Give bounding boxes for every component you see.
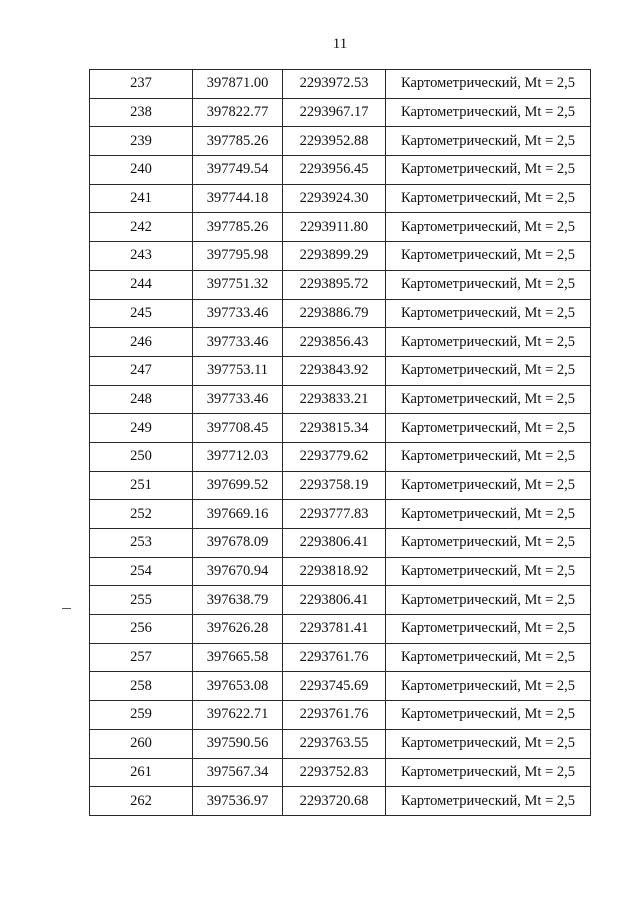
x-coordinate-cell: 397670.94 [193,557,283,586]
table-row [90,586,591,615]
method-cell: Картометрический, Mt = 2,5 [386,156,591,185]
x-coordinate-cell: 397733.46 [193,385,283,414]
x-coordinate-cell: 397744.18 [193,184,283,213]
method-cell: Картометрический, Mt = 2,5 [386,471,591,500]
x-coordinate-cell: 397708.45 [193,414,283,443]
method-cell: Картометрический, Mt = 2,5 [386,70,591,99]
point-number-cell: 248 [90,385,193,414]
table-row [90,385,591,414]
table-row [90,615,591,644]
y-coordinate-cell: 2293752.83 [283,758,386,787]
table-row [90,500,591,529]
method-cell: Картометрический, Mt = 2,5 [386,758,591,787]
x-coordinate-cell: 397536.97 [193,787,283,816]
method-cell: Картометрический, Mt = 2,5 [386,127,591,156]
y-coordinate-cell: 2293856.43 [283,328,386,357]
method-cell: Картометрический, Mt = 2,5 [386,299,591,328]
method-cell: Картометрический, Mt = 2,5 [386,385,591,414]
method-cell: Картометрический, Mt = 2,5 [386,184,591,213]
method-cell: Картометрический, Mt = 2,5 [386,672,591,701]
y-coordinate-cell: 2293745.69 [283,672,386,701]
point-number-cell: 256 [90,615,193,644]
point-number-cell: 259 [90,701,193,730]
method-cell: Картометрический, Mt = 2,5 [386,270,591,299]
table-row [90,729,591,758]
method-cell: Картометрический, Mt = 2,5 [386,213,591,242]
y-coordinate-cell: 2293895.72 [283,270,386,299]
x-coordinate-cell: 397751.32 [193,270,283,299]
point-number-cell: 251 [90,471,193,500]
table-row [90,70,591,99]
table-row [90,557,591,586]
scan-artifact-mark [62,608,71,609]
x-coordinate-cell: 397669.16 [193,500,283,529]
x-coordinate-cell: 397622.71 [193,701,283,730]
y-coordinate-cell: 2293815.34 [283,414,386,443]
method-cell: Картометрический, Mt = 2,5 [386,586,591,615]
y-coordinate-cell: 2293911.80 [283,213,386,242]
y-coordinate-cell: 2293720.68 [283,787,386,816]
method-cell: Картометрический, Mt = 2,5 [386,529,591,558]
method-cell: Картометрический, Mt = 2,5 [386,98,591,127]
point-number-cell: 242 [90,213,193,242]
point-number-cell: 246 [90,328,193,357]
y-coordinate-cell: 2293761.76 [283,643,386,672]
point-number-cell: 240 [90,156,193,185]
x-coordinate-cell: 397733.46 [193,299,283,328]
coordinates-table-body [90,70,591,816]
point-number-cell: 249 [90,414,193,443]
table-row [90,442,591,471]
x-coordinate-cell: 397699.52 [193,471,283,500]
page-number: 11 [332,36,348,52]
method-cell: Картометрический, Mt = 2,5 [386,414,591,443]
point-number-cell: 255 [90,586,193,615]
y-coordinate-cell: 2293806.41 [283,586,386,615]
method-cell: Картометрический, Mt = 2,5 [386,729,591,758]
y-coordinate-cell: 2293818.92 [283,557,386,586]
point-number-cell: 247 [90,356,193,385]
table-row [90,471,591,500]
table-row [90,242,591,271]
table-row [90,787,591,816]
method-cell: Картометрический, Mt = 2,5 [386,787,591,816]
x-coordinate-cell: 397665.58 [193,643,283,672]
method-cell: Картометрический, Mt = 2,5 [386,442,591,471]
point-number-cell: 253 [90,529,193,558]
x-coordinate-cell: 397590.56 [193,729,283,758]
x-coordinate-cell: 397567.34 [193,758,283,787]
method-cell: Картометрический, Mt = 2,5 [386,328,591,357]
x-coordinate-cell: 397822.77 [193,98,283,127]
y-coordinate-cell: 2293781.41 [283,615,386,644]
y-coordinate-cell: 2293806.41 [283,529,386,558]
x-coordinate-cell: 397626.28 [193,615,283,644]
point-number-cell: 244 [90,270,193,299]
table-row [90,299,591,328]
point-number-cell: 250 [90,442,193,471]
method-cell: Картометрический, Mt = 2,5 [386,557,591,586]
table-row [90,643,591,672]
x-coordinate-cell: 397871.00 [193,70,283,99]
table-row [90,184,591,213]
x-coordinate-cell: 397785.26 [193,127,283,156]
table-row [90,328,591,357]
table-row [90,156,591,185]
table-row [90,672,591,701]
method-cell: Картометрический, Mt = 2,5 [386,701,591,730]
x-coordinate-cell: 397785.26 [193,213,283,242]
y-coordinate-cell: 2293886.79 [283,299,386,328]
table-row [90,758,591,787]
x-coordinate-cell: 397733.46 [193,328,283,357]
y-coordinate-cell: 2293763.55 [283,729,386,758]
point-number-cell: 245 [90,299,193,328]
point-number-cell: 238 [90,98,193,127]
table-row [90,127,591,156]
x-coordinate-cell: 397795.98 [193,242,283,271]
table-row [90,213,591,242]
point-number-cell: 241 [90,184,193,213]
table-row [90,270,591,299]
method-cell: Картометрический, Mt = 2,5 [386,643,591,672]
method-cell: Картометрический, Mt = 2,5 [386,615,591,644]
coordinates-table [89,69,591,816]
point-number-cell: 257 [90,643,193,672]
y-coordinate-cell: 2293924.30 [283,184,386,213]
y-coordinate-cell: 2293956.45 [283,156,386,185]
table-row [90,701,591,730]
point-number-cell: 261 [90,758,193,787]
table-row [90,529,591,558]
y-coordinate-cell: 2293952.88 [283,127,386,156]
point-number-cell: 239 [90,127,193,156]
y-coordinate-cell: 2293777.83 [283,500,386,529]
x-coordinate-cell: 397712.03 [193,442,283,471]
method-cell: Картометрический, Mt = 2,5 [386,500,591,529]
x-coordinate-cell: 397653.08 [193,672,283,701]
table-row [90,414,591,443]
x-coordinate-cell: 397638.79 [193,586,283,615]
point-number-cell: 262 [90,787,193,816]
y-coordinate-cell: 2293967.17 [283,98,386,127]
y-coordinate-cell: 2293843.92 [283,356,386,385]
point-number-cell: 243 [90,242,193,271]
point-number-cell: 254 [90,557,193,586]
table-row [90,98,591,127]
x-coordinate-cell: 397678.09 [193,529,283,558]
y-coordinate-cell: 2293833.21 [283,385,386,414]
x-coordinate-cell: 397749.54 [193,156,283,185]
y-coordinate-cell: 2293779.62 [283,442,386,471]
table-row [90,356,591,385]
point-number-cell: 237 [90,70,193,99]
point-number-cell: 252 [90,500,193,529]
y-coordinate-cell: 2293972.53 [283,70,386,99]
y-coordinate-cell: 2293758.19 [283,471,386,500]
x-coordinate-cell: 397753.11 [193,356,283,385]
method-cell: Картометрический, Mt = 2,5 [386,242,591,271]
point-number-cell: 260 [90,729,193,758]
point-number-cell: 258 [90,672,193,701]
y-coordinate-cell: 2293761.76 [283,701,386,730]
y-coordinate-cell: 2293899.29 [283,242,386,271]
method-cell: Картометрический, Mt = 2,5 [386,356,591,385]
